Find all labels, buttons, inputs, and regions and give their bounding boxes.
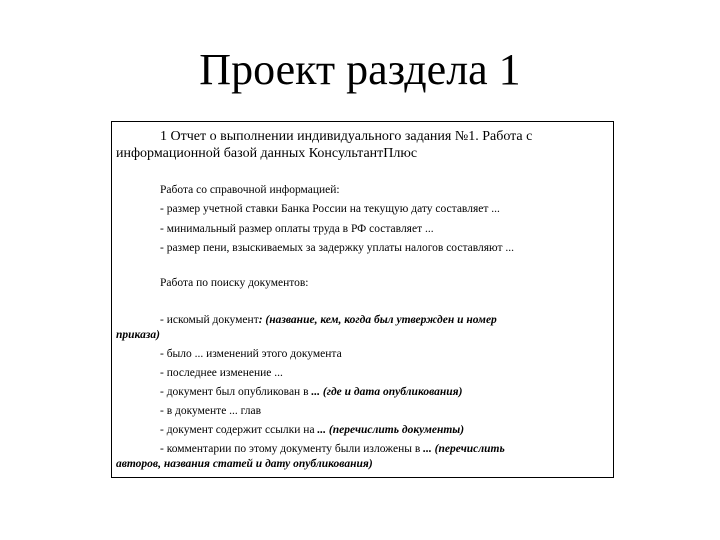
- search-item-comments-continuation: [116, 456, 373, 472]
- search-item-document-continuation: [116, 327, 160, 343]
- search-item-text: - документ был опубликован в: [160, 386, 312, 398]
- search-item-text: - комментарии по этому документу были изложены в: [160, 443, 424, 455]
- search-item-hint: приказа): [116, 329, 160, 341]
- search-item-published: [160, 384, 462, 400]
- search-item-text: - искомый документ: [160, 314, 259, 326]
- search-section-title: Работа по поиску документов:: [160, 277, 309, 289]
- document-heading-line-1: 1 Отчет о выполнении индивидуального задания №1. Работа с: [160, 129, 533, 144]
- reference-item: - размер учетной ставки Банка России на текущую дату составляет ...: [160, 203, 500, 215]
- search-item-hint: : (название, кем, когда был утвержден и номер: [258, 314, 497, 326]
- document-heading-line-2: информационной базой данных КонсультантПлюс: [116, 146, 418, 161]
- search-item-comments: [160, 441, 505, 457]
- slide-title: Проект раздела 1: [199, 45, 521, 94]
- search-item-document: [160, 312, 497, 328]
- search-item-hint: ... (перечислить документы): [317, 424, 465, 436]
- search-item-hint: ... (перечислить: [423, 443, 505, 455]
- search-item-references: [160, 422, 464, 438]
- document-box: [111, 121, 614, 478]
- search-item-last-change: - последнее изменение ...: [160, 367, 283, 379]
- search-item-text: - документ содержит ссылки на: [160, 424, 318, 436]
- reference-item: - минимальный размер оплаты труда в РФ составляет ...: [160, 223, 434, 235]
- search-item-chapters: - в документе ... глав: [160, 405, 262, 417]
- search-item-hint: авторов, названия статей и дату опубликования): [116, 458, 373, 470]
- reference-item: - размер пени, взыскиваемых за задержку уплаты налогов составляют ...: [160, 242, 514, 254]
- search-item-hint: ... (где и дата опубликования): [311, 386, 463, 398]
- search-item-changes: - было ... изменений этого документа: [160, 348, 342, 360]
- reference-section-title: Работа со справочной информацией:: [160, 184, 340, 196]
